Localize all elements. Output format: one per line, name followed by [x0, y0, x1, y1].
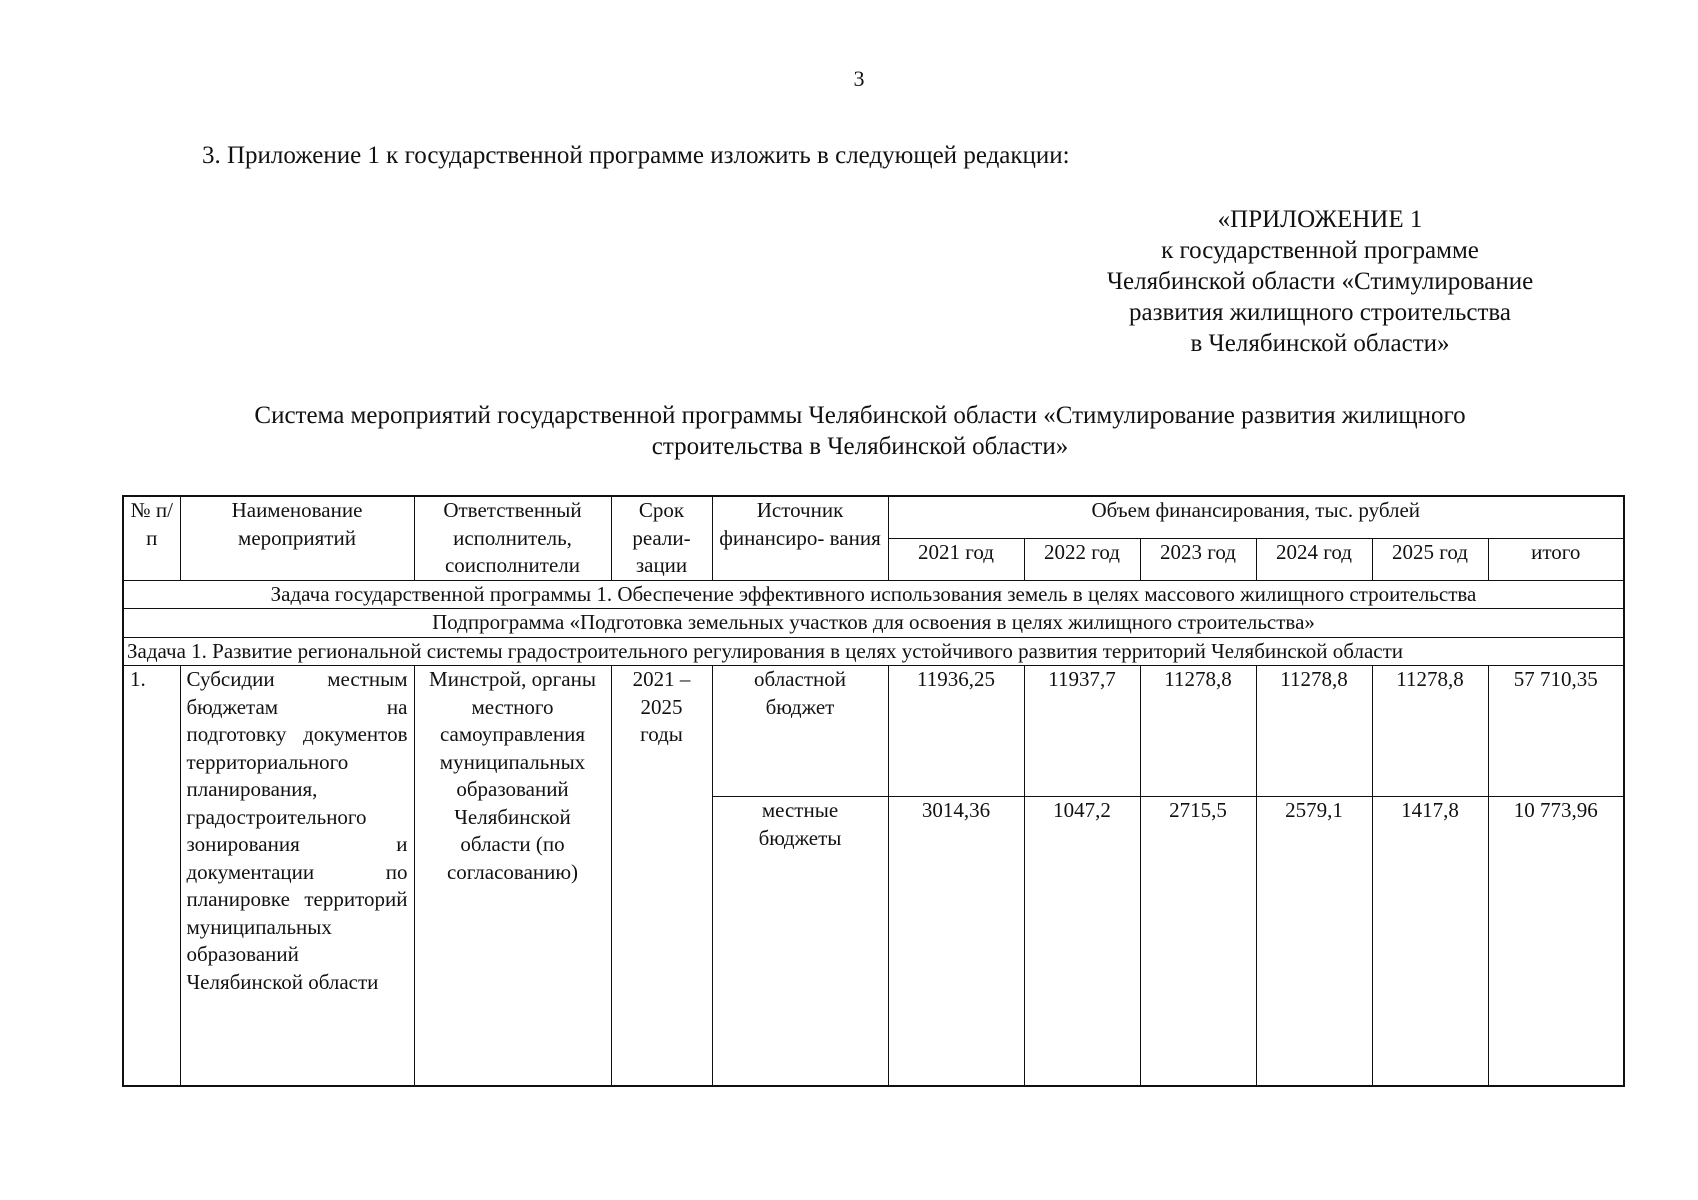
row-value: 2715,5	[1140, 797, 1256, 1087]
row-executor: Минстрой, органы местного самоуправления муниципальных образований Челябинской области (по согласованию)	[414, 666, 611, 1087]
row-value: 11278,8	[1140, 666, 1256, 797]
document-title	[150, 400, 1570, 462]
task-program-cell: Задача государственной программы 1. Обеспечение эффективного использования земель в целях массового жилищного строительства	[123, 580, 1624, 609]
row-value: 3014,36	[888, 797, 1024, 1087]
appendix-header	[1080, 204, 1560, 359]
row-term: 2021 – 2025 годы	[611, 666, 712, 1087]
appendix-line: «ПРИЛОЖЕНИЕ 1	[1217, 206, 1423, 233]
row-value: 11278,8	[1372, 666, 1488, 797]
task1-cell: Задача 1. Развитие региональной системы градостроительного регулирования в целях устойчивого развития территорий Челябинской области	[123, 637, 1624, 666]
intro-paragraph: 3. Приложение 1 к государственной программе изложить в следующей редакции:	[202, 142, 1070, 169]
header-num: № п/п	[123, 496, 180, 580]
header-funding: Объем финансирования, тыс. рублей	[888, 496, 1624, 538]
subprogram-cell: Подпрограмма «Подготовка земельных участков для освоения в целях жилищного строительства»	[123, 609, 1624, 638]
row-source: областной бюджет	[712, 666, 888, 797]
appendix-line: к государственной программе	[1161, 237, 1479, 264]
row-value: 11937,7	[1024, 666, 1140, 797]
header-year: 2021 год	[888, 538, 1024, 580]
header-year: 2024 год	[1256, 538, 1372, 580]
appendix-line: Челябинской области «Стимулирование	[1106, 268, 1534, 295]
row-source: местные бюджеты	[712, 797, 888, 1087]
row-value: 11278,8	[1256, 666, 1372, 797]
header-term: Срок реали- зации	[611, 496, 712, 580]
task-program-row	[123, 580, 1624, 609]
header-name: Наименование мероприятий	[180, 496, 414, 580]
header-source: Источник финансиро- вания	[712, 496, 888, 580]
appendix-line: в Челябинской области»	[1190, 330, 1450, 357]
header-executor: Ответственный исполнитель, соисполнители	[414, 496, 611, 580]
row-name: Субсидии местным бюджетам на подготовку документов территориального планирования, градостроительного зонирования и документации по планировке территорий муниципальных образований Челябинской области	[180, 666, 414, 1087]
row-total: 10 773,96	[1488, 797, 1624, 1087]
table-row	[123, 666, 1624, 797]
header-row	[123, 496, 1624, 538]
task1-row	[123, 637, 1624, 666]
page-number: 3	[853, 66, 865, 91]
measures-table	[122, 495, 1625, 1087]
row-num: 1.	[123, 666, 180, 1087]
row-value: 2579,1	[1256, 797, 1372, 1087]
row-total: 57 710,35	[1488, 666, 1624, 797]
header-year: 2022 год	[1024, 538, 1140, 580]
header-year: 2025 год	[1372, 538, 1488, 580]
title-line: строительства в Челябинской области»	[651, 433, 1069, 460]
header-year: 2023 год	[1140, 538, 1256, 580]
appendix-line: развития жилищного строительства	[1129, 299, 1511, 326]
row-value: 1047,2	[1024, 797, 1140, 1087]
row-value: 1417,8	[1372, 797, 1488, 1087]
header-total: итого	[1488, 538, 1624, 580]
subprogram-row	[123, 609, 1624, 638]
row-value: 11936,25	[888, 666, 1024, 797]
title-line: Система мероприятий государственной программы Челябинской области «Стимулирование развития жилищного	[254, 402, 1466, 429]
